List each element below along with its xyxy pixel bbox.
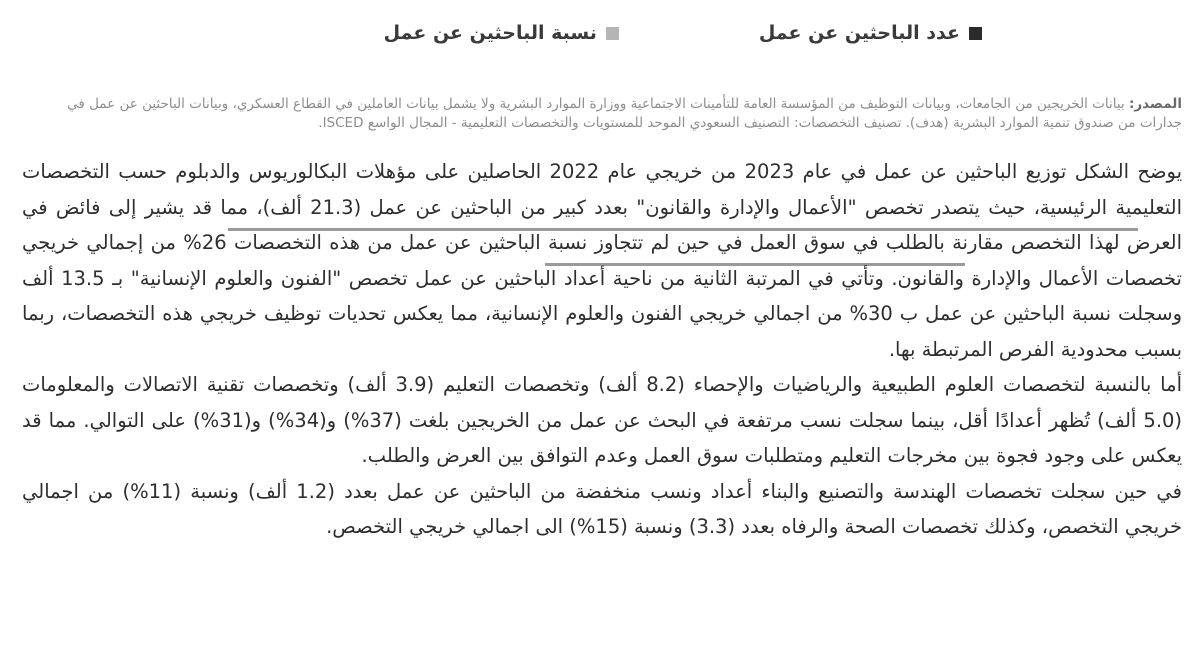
paragraph: يوضح الشكل توزيع الباحثين عن عمل في عام 2023 من خريجي عام 2022 الحاصلين على مؤهلات البكالوريوس والدبلوم حسب التخصصات التعليمية الرئيسية، حيث يتصدر تخصص "الأعمال والإدارة والقانون" بعدد كبير من الباحثين عن عمل (21.3 ألف)، مما قد يشير إلى فائض في العرض لهذا التخصص مقارنة بالطلب في سوق العمل في حين لم تتجاوز نسبة الباحثين عن عمل من هذه التخصصات 26% من إجمالي خريجي تخصصات الأعمال والإدارة والقانون. وتأتي في المرتبة الثانية من ناحية أعداد الباحثين عن عمل تخصص "الفنون والعلوم الإنسانية" بـ 13.5 ألف وسجلت نسبة الباحثين عن عمل ب 30% من اجمالي خريجي الفنون والعلوم الإنسانية، مما يعكس تحديات توظيف خريجي هذه التخصصات، ربما بسبب محدودية الفرص المرتبطة بها. xyxy=(22,160,1182,361)
paragraph: أما بالنسبة لتخصصات العلوم الطبيعية والرياضيات والإحصاء (8.2 ألف) وتخصصات التعليم (3.9 ألف) وتخصصات تقنية الاتصالات والمعلومات (5.0 ألف) تُظهر أعدادًا أقل، بينما سجلت نسب مرتفعة في البحث عن عمل من الخريجين بلغت (37%) و(34%) و(31%) على التوالي. مما قد يعكس على وجود فجوة بين مخرجات التعليم ومتطلبات سوق العمل وعدم التوافق بين العرض والطلب. xyxy=(22,373,1183,467)
legend-item-ratio xyxy=(384,22,619,44)
legend-swatch-ratio xyxy=(606,27,619,40)
source-note xyxy=(22,95,1182,133)
paragraph: في حين سجلت تخصصات الهندسة والتصنيع والبناء أعداد ونسب منخفضة من الباحثين عن عمل بعدد (1.2 ألف) ونسبة (11%) من اجمالي خريجي التخصص، وكذلك تخصصات الصحة والرفاه بعدد (3.3) ونسبة (15%) الى اجمالي خريجي التخصص. xyxy=(22,479,1182,538)
legend-label-count: عدد الباحثين عن عمل xyxy=(758,22,960,44)
legend-item-count xyxy=(759,22,982,44)
chart-legend xyxy=(384,22,982,44)
legend-swatch-count xyxy=(969,27,982,40)
source-label: المصدر: xyxy=(1128,96,1182,112)
article-body xyxy=(22,154,1182,545)
source-text: بيانات الخريجين من الجامعات، وبيانات التوظيف من المؤسسة العامة للتأمينات الاجتماعية ووزارة الموارد البشرية ولا يشمل بيانات العاملين في القطاع العسكري، وبيانات الباحثين عن عمل في جدارات من صندوق تنمية الموارد البشرية (هدف). تصنيف التخصصات: التصنيف السعودي الموحد للمستويات والتخصصات التعليمية - المجال الواسع ISCED. xyxy=(67,96,1182,131)
legend-label-ratio: نسبة الباحثين عن عمل xyxy=(383,22,597,44)
